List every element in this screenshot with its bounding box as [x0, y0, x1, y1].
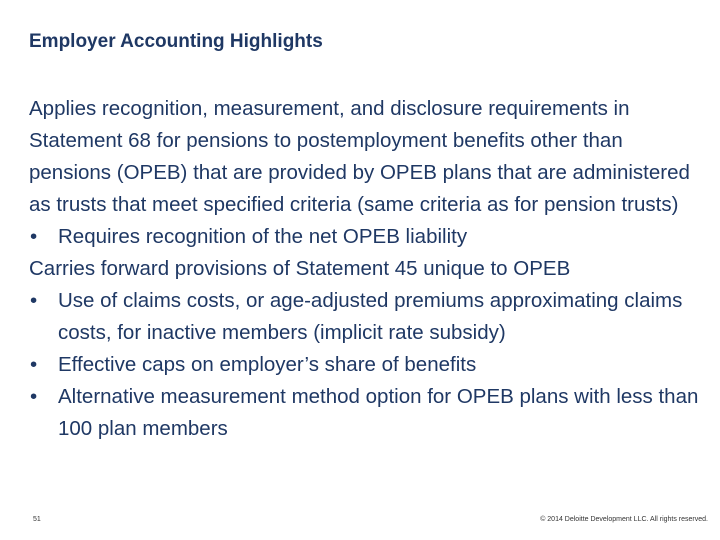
bullet-text-net-opeb-liability: Requires recognition of the net OPEB liability — [58, 225, 468, 248]
intro-paragraph: Applies recognition, measurement, and disclosure requirements in Statement 68 for pensions to postemployment benefits other than pensions (OPEB) that are provided by OPEB plans that are administered as trusts that meet specified criteria (same criteria as for pension trusts) — [29, 97, 690, 216]
slide-body — [29, 93, 709, 445]
bullet-item — [29, 349, 709, 381]
page-number: 51 — [33, 516, 41, 523]
bullet-dot-icon: • — [30, 225, 38, 248]
bullet-item — [29, 221, 709, 253]
slide-title: Employer Accounting Highlights — [29, 31, 323, 52]
bullet-dot-icon: • — [30, 353, 38, 376]
bullet-text-claims-costs: Use of claims costs, or age-adjusted premiums approximating claims costs, for inactive members (implicit rate subsidy) — [58, 289, 683, 344]
bullet-dot-icon: • — [30, 385, 38, 408]
bullet-text-effective-caps: Effective caps on employer’s share of benefits — [58, 353, 477, 376]
bullet-item — [29, 381, 709, 445]
bullet-item — [29, 285, 709, 349]
bullet-text-alternative-measurement: Alternative measurement method option for OPEB plans with less than 100 plan members — [58, 385, 699, 440]
bullet-dot-icon: • — [30, 289, 38, 312]
copyright-notice: © 2014 Deloitte Development LLC. All rights reserved. — [540, 516, 708, 523]
carries-forward-paragraph: Carries forward provisions of Statement 45 unique to OPEB — [29, 257, 571, 280]
